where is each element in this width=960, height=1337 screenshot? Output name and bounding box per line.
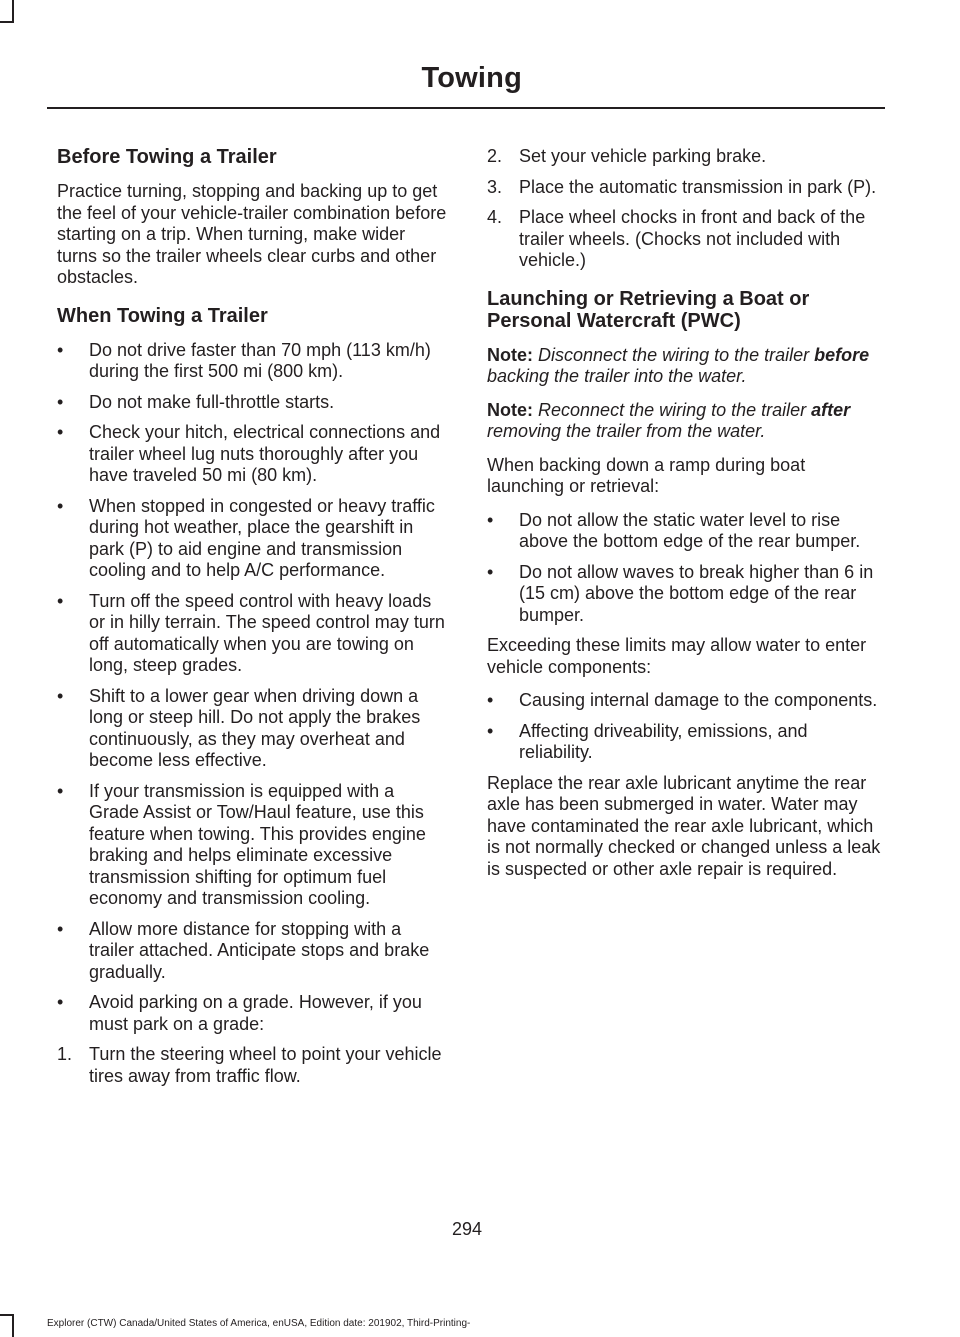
crop-mark-bottom-left-v (12, 1314, 14, 1337)
list-item: • Avoid parking on a grade. However, if you must park on a grade: (57, 992, 422, 1034)
heading-launching-boat: Launching or Retrieving a Boat or Personal Watercraft (PWC) (487, 287, 810, 332)
page-number: 294 (451, 1219, 483, 1239)
left-column (57, 146, 449, 1096)
paragraph-practice: Practice turning, stopping and backing up to get the feel of your vehicle-trailer combination before starting on a trip. When turning, make wider turns so the trailer wheels clear curbs and other obstacles. (57, 181, 447, 287)
bullet-marker: • (57, 422, 64, 442)
crop-mark-top-left-h (0, 21, 14, 23)
bullet-marker: • (487, 509, 494, 530)
list-item: 4. Place wheel chocks in front and back of the trailer wheels. (Chocks not included with vehicle.) (487, 207, 866, 270)
bullet-marker: • (57, 780, 64, 801)
list-item: • Do not allow the static water level to rise above the bottom edge of the rear bumper. (487, 509, 861, 551)
list-item: • When stopped in congested or heavy traffic during hot weather, place the gearshift in park (P) to aid engine and transmission cooling and to help A/C performance. (57, 495, 435, 580)
bullet-marker: • (57, 992, 64, 1012)
list-item: 3. Place the automatic transmission in park (P). (487, 176, 877, 197)
list-item: • Shift to a lower gear when driving down a long or steep hill. Do not apply the brakes continuously, as they may overheat and become less effective. (57, 685, 421, 770)
bullet-marker: • (57, 685, 64, 706)
damage-bullets (487, 690, 882, 764)
bullet-marker: • (487, 690, 494, 710)
page-header-title: Towing (421, 62, 522, 94)
header-divider (47, 107, 885, 109)
list-item: • Do not make full-throttle starts. (57, 391, 335, 412)
bullet-marker: • (57, 495, 64, 516)
heading-before-towing: Before Towing a Trailer (57, 146, 277, 168)
note-reconnect: Note: Reconnect the wiring to the trailer after removing the trailer from the water. (487, 399, 851, 441)
paragraph-backing-down: When backing down a ramp during boat launching or retrieval: (487, 454, 806, 496)
list-item: • Do not drive faster than 70 mph (113 km/h) during the first 500 mi (800 km). (57, 339, 431, 381)
note-disconnect: Note: Disconnect the wiring to the trailer before backing the trailer into the water. (487, 344, 870, 386)
bullet-marker: • (57, 391, 64, 412)
step-number: 3. (487, 176, 503, 197)
paragraph-axle-lubricant: Replace the rear axle lubricant anytime the rear axle has been submerged in water. Water may have contaminated the rear axle lubricant, which is not normally checked or changed unless a leak is suspected or other axle repair is required. (487, 772, 881, 879)
bullet-marker: • (57, 590, 64, 611)
parking-steps-continued (487, 146, 882, 272)
crop-mark-bottom-left-h (0, 1314, 14, 1316)
heading-when-towing: When Towing a Trailer (57, 304, 268, 327)
water-level-bullets (487, 510, 882, 627)
parking-steps-list (57, 1044, 449, 1087)
step-number: 2. (487, 146, 503, 166)
list-item: • Turn off the speed control with heavy loads or in hilly terrain. The speed control may turn off automatically when you are towing on long, steep grades. (57, 590, 445, 675)
footer-edition-text: Explorer (CTW) Canada/United States of America, enUSA, Edition date: 201902, Third-Printing- (47, 1318, 471, 1329)
step-number: 1. (57, 1044, 73, 1064)
list-item: 2. Set your vehicle parking brake. (487, 146, 767, 166)
right-column (487, 146, 882, 892)
paragraph-exceeding-limits: Exceeding these limits may allow water to enter vehicle components: (487, 635, 867, 677)
bullet-marker: • (57, 918, 64, 939)
list-item: • Affecting driveability, emissions, and reliability. (487, 720, 808, 762)
towing-bullet-list (57, 340, 449, 1036)
crop-mark-top-left-v (12, 0, 14, 22)
list-item: • Check your hitch, electrical connections and trailer wheel lug nuts thoroughly after you have traveled 50 mi (80 km). (57, 422, 441, 485)
list-item: • If your transmission is equipped with a Grade Assist or Tow/Haul feature, use this feature when towing. This provides engine braking and helps eliminate excessive transmission shifting for optimum fuel economy and transmission cooling. (57, 780, 426, 908)
bullet-marker: • (487, 561, 494, 582)
list-item: • Allow more distance for stopping with a trailer attached. Anticipate stops and brake gradually. (57, 918, 430, 982)
list-item: • Do not allow waves to break higher than 6 in (15 cm) above the bottom edge of the rear bumper. (487, 561, 874, 625)
list-item: 1. Turn the steering wheel to point your vehicle tires away from traffic flow. (57, 1044, 442, 1086)
list-item: • Causing internal damage to the components. (487, 690, 878, 710)
bullet-marker: • (487, 720, 494, 741)
bullet-marker: • (57, 339, 64, 360)
step-number: 4. (487, 207, 503, 227)
